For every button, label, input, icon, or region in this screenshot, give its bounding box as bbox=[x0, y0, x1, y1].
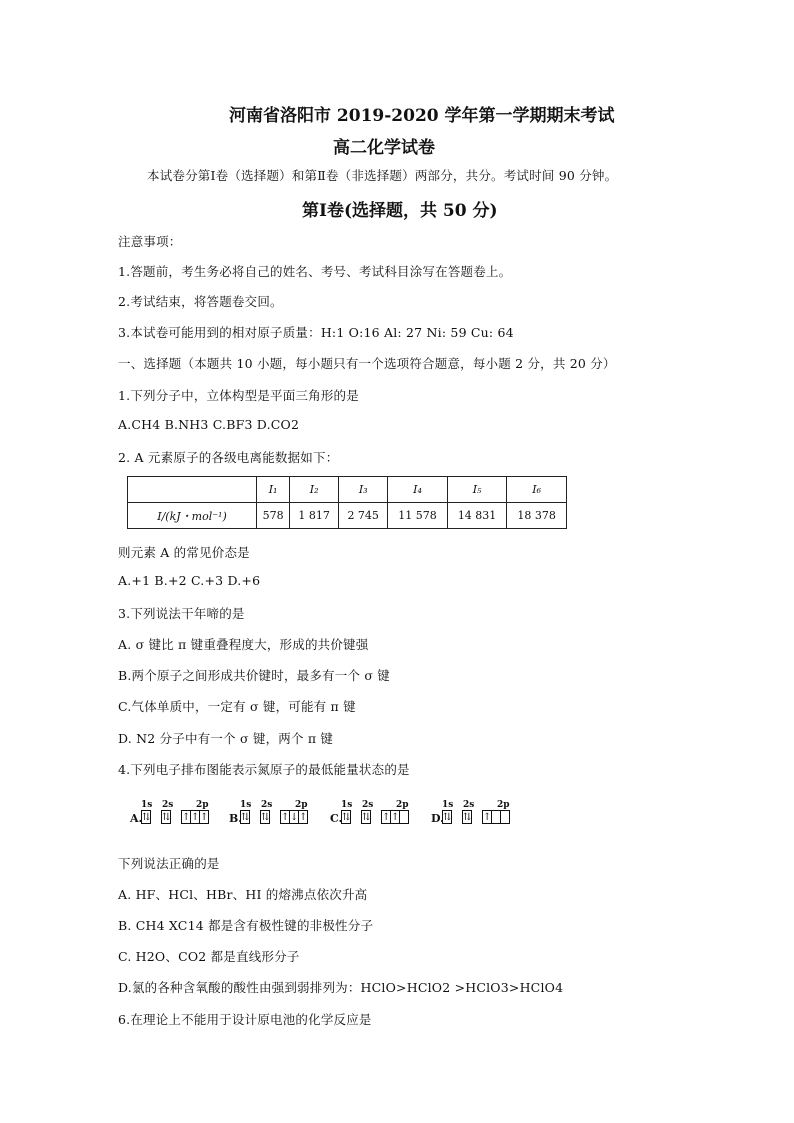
question-4-stem: 4.下列电子排布图能表示氮原子的最低能量状态的是 bbox=[118, 762, 410, 777]
section-heading: 一、选择题（本题共 10 小题，每小题只有一个选项符合题意，每小题 2 分，共 20 分） bbox=[118, 356, 616, 371]
question-3-option-c: C.气体单质中，一定有 σ 键，可能有 π 键 bbox=[118, 699, 356, 714]
orbital-box: ↑ bbox=[200, 812, 209, 823]
orbital-box: ⇅ bbox=[342, 812, 351, 823]
exam-subtitle: 高二化学试卷 bbox=[333, 138, 435, 158]
sublevel-label: 2p bbox=[396, 800, 409, 810]
question-2-stem: 2. A 元素原子的各级电离能数据如下： bbox=[118, 450, 339, 465]
question-1-stem: 1.下列分子中，立体构型是平面三角形的是 bbox=[118, 388, 359, 403]
table-cell: 14 831 bbox=[447, 503, 507, 529]
orbital-box: ↑ bbox=[483, 812, 492, 823]
table-cell: 578 bbox=[257, 503, 290, 529]
table-header-cell: I₄ bbox=[388, 477, 448, 503]
sublevel-label: 2p bbox=[196, 800, 209, 810]
question-5-option-b: B. CH4 XC14 都是含有极性键的非极性分子 bbox=[118, 918, 374, 933]
orbital-box: ↑ bbox=[299, 812, 308, 823]
orbital-box bbox=[399, 810, 409, 824]
orbital-box: ⇅ bbox=[142, 812, 151, 823]
sublevel-label: 2s bbox=[162, 800, 174, 810]
orbital-box: ⇅ bbox=[261, 812, 270, 823]
table-cell: 2 745 bbox=[339, 503, 388, 529]
part-title: 第Ⅰ卷(选择题，共 50 分) bbox=[302, 201, 498, 221]
table-corner-cell bbox=[128, 477, 257, 503]
notes-heading: 注意事项： bbox=[118, 234, 182, 249]
question-2-after: 则元素 A 的常见价态是 bbox=[118, 545, 250, 560]
table-header-row bbox=[128, 477, 567, 503]
table-row-label: I/(kJ・mol⁻¹) bbox=[128, 503, 257, 529]
question-3-option-d: D. N2 分子中有一个 σ 键，两个 π 键 bbox=[118, 731, 334, 746]
sublevel-label: 2s bbox=[261, 800, 273, 810]
orbital-diagram-c bbox=[330, 800, 425, 830]
question-1-options: A.CH4 B.NH3 C.BF3 D.CO2 bbox=[118, 417, 300, 432]
sublevel-label: 1s bbox=[341, 800, 353, 810]
option-letter: B. bbox=[229, 812, 243, 825]
orbital-box: ⇅ bbox=[463, 812, 472, 823]
question-2-options: A.+1 B.+2 C.+3 D.+6 bbox=[118, 573, 261, 588]
orbital-box: ⇅ bbox=[241, 812, 250, 823]
table-cell: 11 578 bbox=[388, 503, 448, 529]
note-item: 2.考试结束，将答题卷交回。 bbox=[118, 294, 283, 309]
orbital-diagram-a bbox=[130, 800, 225, 830]
exam-intro: 本试卷分第Ⅰ卷（选择题）和第Ⅱ卷（非选择题）两部分，共分。考试时间 90 分钟。 bbox=[147, 168, 618, 183]
table-header-cell: I₆ bbox=[507, 477, 567, 503]
sublevel-label: 1s bbox=[141, 800, 153, 810]
table-header-cell: I₅ bbox=[447, 477, 507, 503]
table-cell: 1 817 bbox=[290, 503, 339, 529]
orbital-box: ↑ bbox=[191, 812, 200, 823]
orbital-box: ↑ bbox=[382, 812, 391, 823]
orbital-box: ↓ bbox=[290, 812, 299, 823]
orbital-box: ⇅ bbox=[443, 812, 452, 823]
option-letter: D. bbox=[431, 812, 444, 825]
question-6-stem: 6.在理论上不能用于设计原电池的化学反应是 bbox=[118, 1012, 372, 1027]
sublevel-label: 2s bbox=[362, 800, 374, 810]
orbital-box: ↑ bbox=[281, 812, 290, 823]
table-header-cell: I₁ bbox=[257, 477, 290, 503]
note-item: 1.答题前，考生务必将自己的姓名、考号、考试科目涂写在答题卷上。 bbox=[118, 264, 512, 279]
orbital-box: ⇅ bbox=[162, 812, 171, 823]
sublevel-label: 1s bbox=[240, 800, 252, 810]
question-5-option-d: D.氯的各种含氧酸的酸性由强到弱排列为：HClO>HClO2 >HClO3>HClO4 bbox=[118, 980, 564, 995]
orbital-box bbox=[500, 810, 510, 824]
table-header-cell: I₂ bbox=[290, 477, 339, 503]
table-header-cell: I₃ bbox=[339, 477, 388, 503]
sublevel-label: 2s bbox=[463, 800, 475, 810]
question-5-stem: 下列说法正确的是 bbox=[118, 856, 220, 871]
question-3-option-a: A. σ 键比 π 键重叠程度大，形成的共价键强 bbox=[118, 637, 369, 652]
sublevel-label: 1s bbox=[442, 800, 454, 810]
orbital-diagram-b bbox=[229, 800, 324, 830]
question-3-stem: 3.下列说法干年啼的是 bbox=[118, 606, 245, 621]
question-5-option-c: C. H2O、CO2 都是直线形分子 bbox=[118, 949, 300, 964]
sublevel-label: 2p bbox=[295, 800, 308, 810]
orbital-diagram-d bbox=[431, 800, 526, 830]
orbital-box: ⇅ bbox=[362, 812, 371, 823]
question-5-option-a: A. HF、HCl、HBr、HI 的熔沸点依次升高 bbox=[118, 887, 368, 902]
sublevel-label: 2p bbox=[497, 800, 510, 810]
ionization-energy-table bbox=[127, 476, 567, 529]
option-letter: A. bbox=[130, 812, 143, 825]
exam-title: 河南省洛阳市 2019-2020 学年第一学期期末考试 bbox=[229, 106, 615, 126]
orbital-box: ↑ bbox=[182, 812, 191, 823]
table-row bbox=[128, 503, 567, 529]
option-letter: C. bbox=[330, 812, 343, 825]
table-cell: 18 378 bbox=[507, 503, 567, 529]
question-3-option-b: B.两个原子之间形成共价键时，最多有一个 σ 键 bbox=[118, 668, 390, 683]
note-item: 3.本试卷可能用到的相对原子质量：H:1 O:16 Al: 27 Ni: 59 Cu: 64 bbox=[118, 325, 514, 340]
orbital-box: ↑ bbox=[391, 812, 400, 823]
